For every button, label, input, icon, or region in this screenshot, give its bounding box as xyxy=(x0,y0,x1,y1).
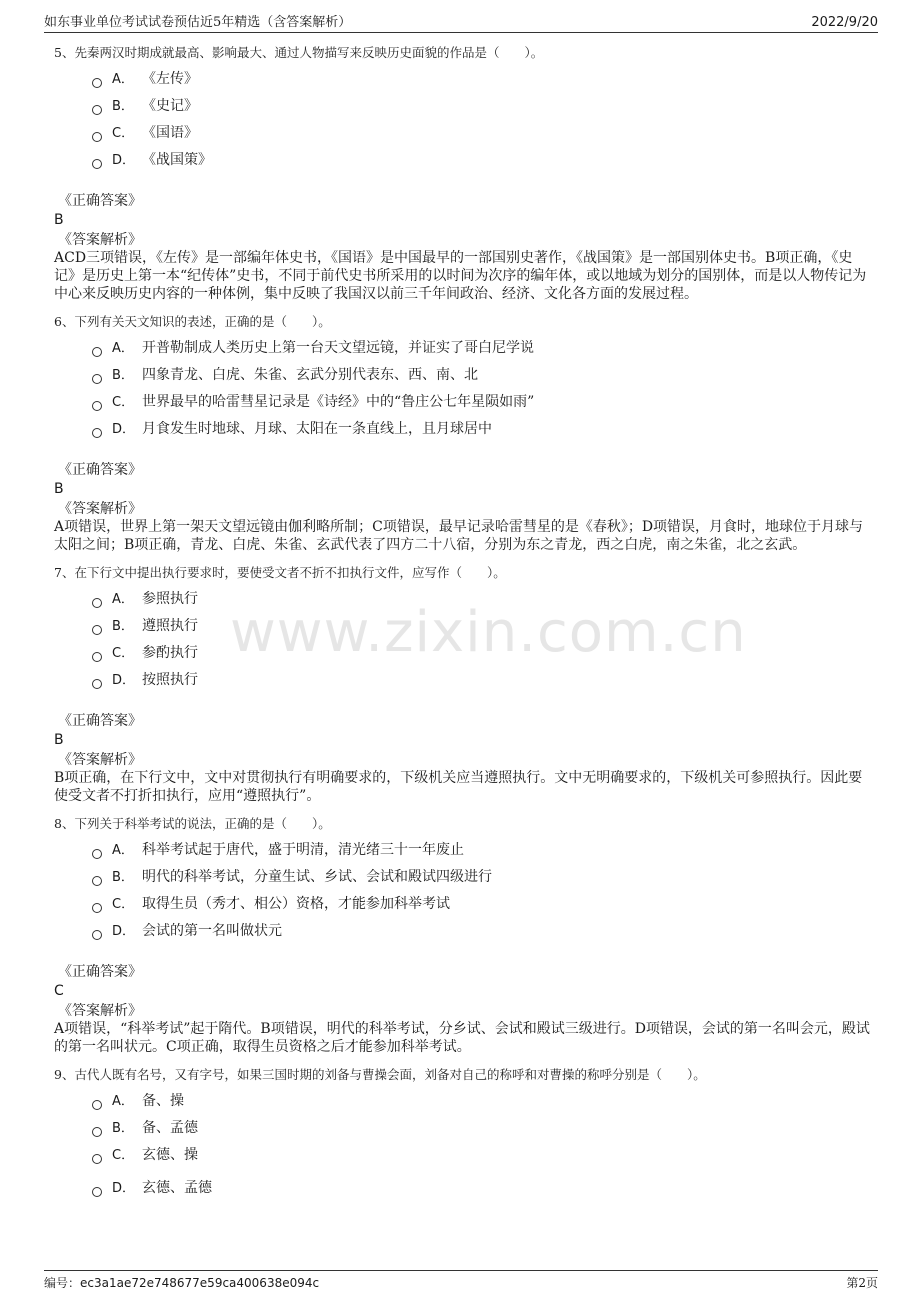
option-list xyxy=(92,66,874,174)
radio-icon[interactable] xyxy=(92,903,102,913)
answer-value: B xyxy=(54,212,64,228)
option-list xyxy=(92,586,874,694)
document-title: 如东事业单位考试试卷预估近5年精选（含答案解析） xyxy=(44,15,352,30)
radio-icon[interactable] xyxy=(92,401,102,411)
radio-icon[interactable] xyxy=(92,876,102,886)
option-c[interactable] xyxy=(92,389,874,416)
option-text: 《史记》 xyxy=(142,98,198,114)
question-stem: 7、在下行文中提出执行要求时，要使受文者不折不扣执行文件，应写作（ ）。 xyxy=(54,565,506,580)
radio-icon[interactable] xyxy=(92,625,102,635)
question-7 xyxy=(54,564,874,805)
page-number: 第2页 xyxy=(846,1276,878,1290)
option-c[interactable] xyxy=(92,640,874,667)
analysis-text: A项错误，“科举考试”起于隋代。B项错误，明代的科举考试，分乡试、会试和殿试三级进行。D项错误，会试的第一名叫会元，殿试的第一名叫状元。C项正确，取得生员资格之后才能参加科举考试。 xyxy=(54,1021,870,1055)
radio-icon[interactable] xyxy=(92,132,102,142)
radio-icon[interactable] xyxy=(92,78,102,88)
radio-icon[interactable] xyxy=(92,428,102,438)
option-d[interactable] xyxy=(92,147,874,174)
option-b[interactable] xyxy=(92,864,874,891)
option-letter: C． xyxy=(112,646,135,661)
option-c[interactable] xyxy=(92,891,874,918)
option-text: 月食发生时地球、月球、太阳在一条直线上，且月球居中 xyxy=(142,421,492,437)
option-text: 明代的科举考试，分童生试、乡试、会试和殿试四级进行 xyxy=(142,869,492,885)
option-d[interactable] xyxy=(92,667,874,694)
question-stem: 6、下列有关天文知识的表述，正确的是（ ）。 xyxy=(54,314,331,329)
analysis-label: 《答案解析》 xyxy=(58,1003,142,1019)
option-text: 四象青龙、白虎、朱雀、玄武分别代表东、西、南、北 xyxy=(142,367,478,383)
option-letter: D． xyxy=(112,673,136,688)
radio-icon[interactable] xyxy=(92,347,102,357)
page-footer xyxy=(44,1270,878,1291)
analysis-label: 《答案解析》 xyxy=(58,501,142,517)
option-text: 世界最早的哈雷彗星记录是《诗经》中的“鲁庄公七年星陨如雨” xyxy=(142,394,535,410)
option-letter: C． xyxy=(112,897,135,912)
option-b[interactable] xyxy=(92,362,874,389)
analysis-text: B项正确，在下行文中，文中对贯彻执行有明确要求的，下级机关应当遵照执行。文中无明确要求的，下级机关可参照执行。因此要使受文者不打折扣执行，应用“遵照执行”。 xyxy=(54,770,863,804)
question-stem: 8、下列关于科举考试的说法，正确的是（ ）。 xyxy=(54,816,331,831)
radio-icon[interactable] xyxy=(92,930,102,940)
option-text: 按照执行 xyxy=(142,672,198,688)
radio-icon[interactable] xyxy=(92,374,102,384)
option-text: 备、操 xyxy=(142,1093,184,1109)
question-6 xyxy=(54,313,874,554)
option-text: 备、孟德 xyxy=(142,1120,198,1136)
analysis-label: 《答案解析》 xyxy=(58,752,142,768)
option-letter: C． xyxy=(112,126,135,141)
option-text: 玄德、孟德 xyxy=(142,1180,212,1196)
option-d[interactable] xyxy=(92,416,874,443)
option-letter: D． xyxy=(112,153,136,168)
radio-icon[interactable] xyxy=(92,679,102,689)
option-text: 遵照执行 xyxy=(142,618,198,634)
option-b[interactable] xyxy=(92,1115,874,1142)
answer-value: B xyxy=(54,481,64,497)
question-list xyxy=(54,44,874,1202)
option-a[interactable] xyxy=(92,66,874,93)
option-list xyxy=(92,1088,874,1202)
option-letter: A． xyxy=(112,72,134,87)
question-5 xyxy=(54,44,874,303)
option-a[interactable] xyxy=(92,586,874,613)
radio-icon[interactable] xyxy=(92,1187,102,1197)
option-b[interactable] xyxy=(92,93,874,120)
option-letter: D． xyxy=(112,924,136,939)
radio-icon[interactable] xyxy=(92,105,102,115)
option-letter: B． xyxy=(112,1121,134,1136)
option-letter: B． xyxy=(112,619,134,634)
option-letter: B． xyxy=(112,368,134,383)
question-stem: 5、先秦两汉时期成就最高、影响最大、通过人物描写来反映历史面貌的作品是（ ）。 xyxy=(54,45,544,60)
radio-icon[interactable] xyxy=(92,1154,102,1164)
option-a[interactable] xyxy=(92,335,874,362)
option-a[interactable] xyxy=(92,1088,874,1115)
option-letter: C． xyxy=(112,395,135,410)
option-d[interactable] xyxy=(92,1175,874,1202)
option-letter: C． xyxy=(112,1148,135,1163)
option-letter: A． xyxy=(112,592,134,607)
option-text: 玄德、操 xyxy=(142,1147,198,1163)
question-8 xyxy=(54,815,874,1056)
option-text: 会试的第一名叫做状元 xyxy=(142,923,282,939)
option-letter: A． xyxy=(112,843,134,858)
option-text: 《左传》 xyxy=(142,71,198,87)
analysis-text: ACD三项错误，《左传》是一部编年体史书，《国语》是中国最早的一部国别史著作，《战国策》是一部国别体史书。B项正确，《史记》是历史上第一本“纪传体”史书，不同于前代史书所采用的以时间为次序的编年体，或以地域为划分的国别体，而是以人物传记为中心来反映历史内容的一种体例，集中反映了我国汉以前三千年间政治、经济、文化各方面的发展过程。 xyxy=(54,250,867,302)
option-text: 参照执行 xyxy=(142,591,198,607)
question-stem: 9、古代人既有名号，又有字号，如果三国时期的刘备与曹操会面，刘备对自己的称呼和对曹操的称呼分别是（ ）。 xyxy=(54,1067,706,1082)
page-header xyxy=(44,10,878,33)
analysis-label: 《答案解析》 xyxy=(58,232,142,248)
option-d[interactable] xyxy=(92,918,874,945)
option-letter: A． xyxy=(112,1094,134,1109)
option-letter: D． xyxy=(112,422,136,437)
option-text: 参酌执行 xyxy=(142,645,198,661)
option-letter: B． xyxy=(112,870,134,885)
answer-label: 《正确答案》 xyxy=(58,462,142,478)
option-list xyxy=(92,335,874,443)
radio-icon[interactable] xyxy=(92,1100,102,1110)
radio-icon[interactable] xyxy=(92,1127,102,1137)
answer-label: 《正确答案》 xyxy=(58,713,142,729)
watermark: www.zixin.com.cn xyxy=(230,600,747,665)
answer-label: 《正确答案》 xyxy=(58,964,142,980)
analysis-text: A项错误，世界上第一架天文望远镜由伽利略所制；C项错误，最早记录哈雷彗星的是《春秋》；D项错误，月食时，地球位于月球与太阳之间；B项正确，青龙、白虎、朱雀、玄武代表了四方二十八宿，分别为东之青龙，西之白虎，南之朱雀，北之玄武。 xyxy=(54,519,864,553)
radio-icon[interactable] xyxy=(92,652,102,662)
option-text: 取得生员（秀才、相公）资格，才能参加科举考试 xyxy=(142,896,450,912)
option-a[interactable] xyxy=(92,837,874,864)
radio-icon[interactable] xyxy=(92,598,102,608)
option-c[interactable] xyxy=(92,1142,874,1169)
option-text: 科举考试起于唐代，盛于明清，清光绪三十一年废止 xyxy=(142,842,464,858)
answer-label: 《正确答案》 xyxy=(58,193,142,209)
option-c[interactable] xyxy=(92,120,874,147)
question-9 xyxy=(54,1066,874,1202)
option-list xyxy=(92,837,874,945)
option-text: 《国语》 xyxy=(142,125,198,141)
option-text: 开普勒制成人类历史上第一台天文望远镜，并证实了哥白尼学说 xyxy=(142,340,534,356)
document-code: 编号：ec3a1ae72e748677e59ca400638e094c xyxy=(44,1276,320,1290)
answer-value: C xyxy=(54,983,64,999)
radio-icon[interactable] xyxy=(92,849,102,859)
document-date: 2022/9/20 xyxy=(811,15,878,30)
option-b[interactable] xyxy=(92,613,874,640)
option-letter: D． xyxy=(112,1181,136,1196)
option-letter: B． xyxy=(112,99,134,114)
answer-value: B xyxy=(54,732,64,748)
radio-icon[interactable] xyxy=(92,159,102,169)
option-letter: A． xyxy=(112,341,134,356)
option-text: 《战国策》 xyxy=(142,152,212,168)
